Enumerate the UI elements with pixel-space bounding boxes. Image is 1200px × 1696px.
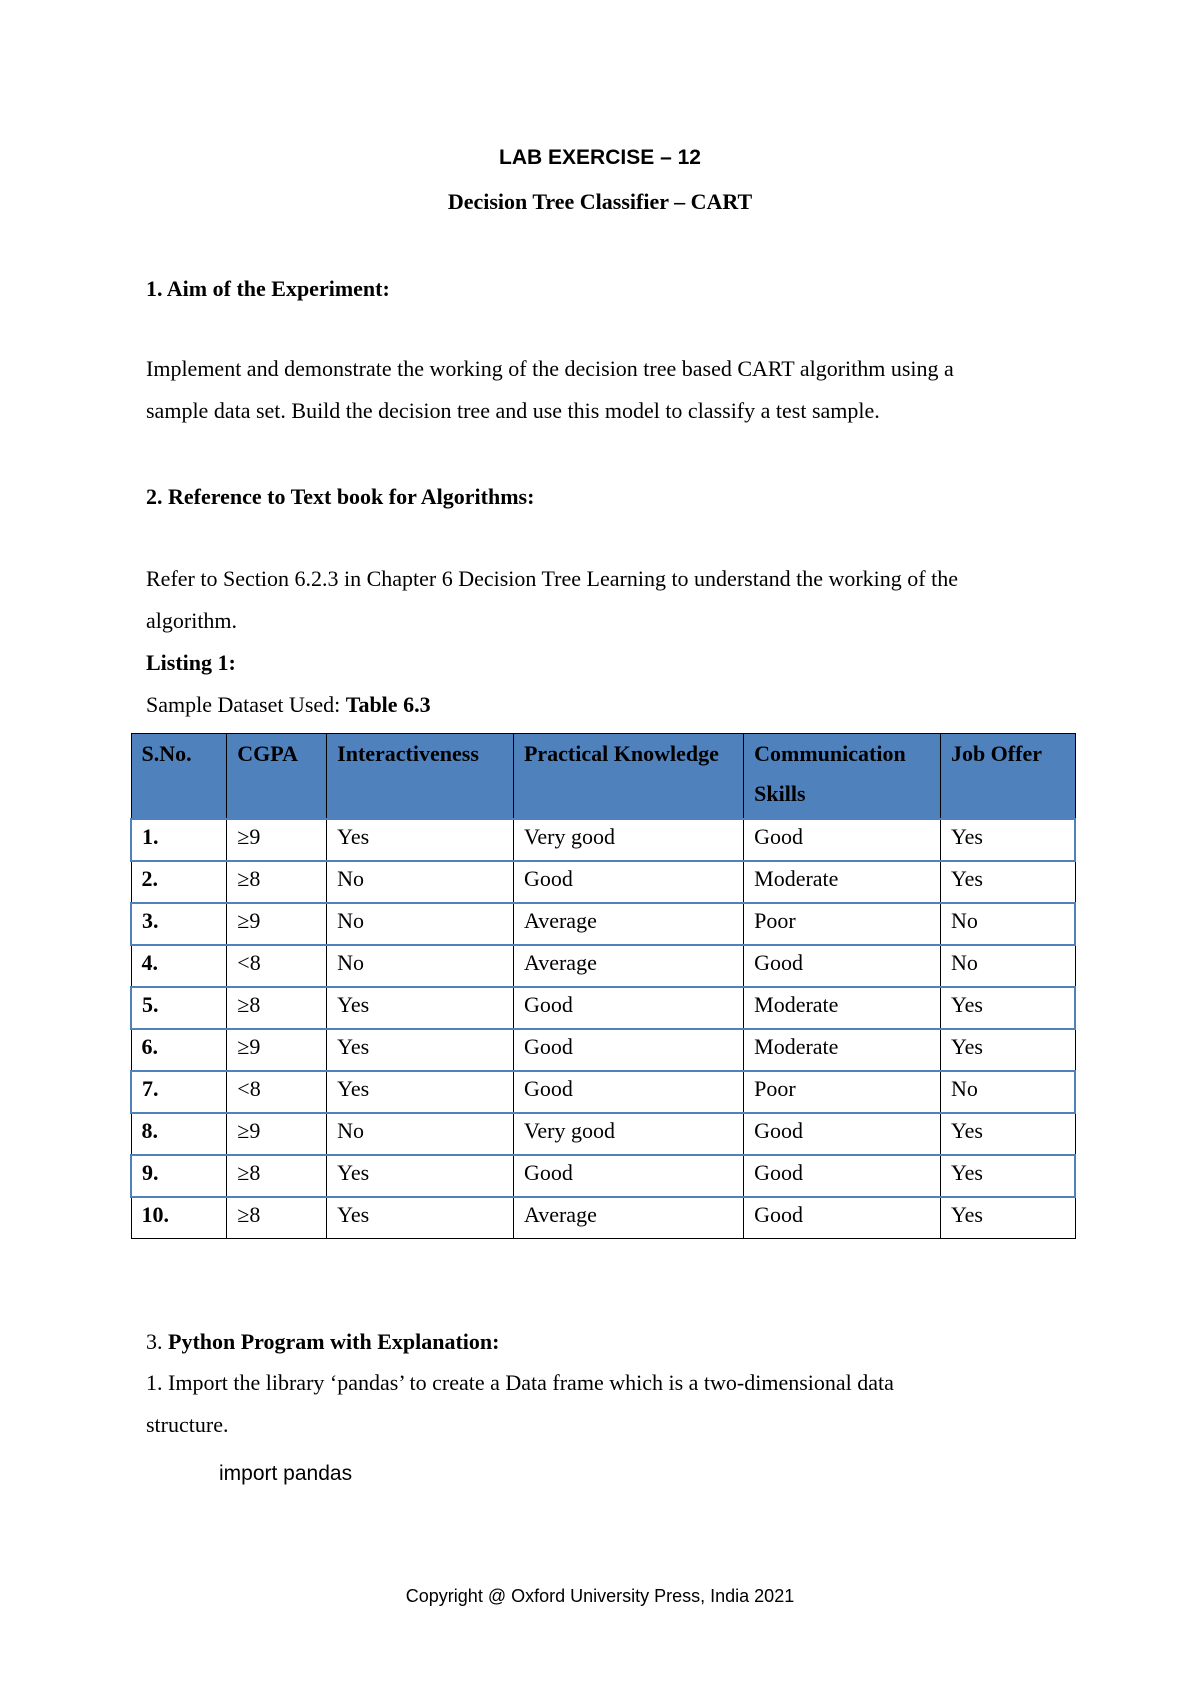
cell-cgpa: ≥9 xyxy=(227,819,327,861)
cell-practical-knowledge: Very good xyxy=(513,819,743,861)
cell-communication-skills: Moderate xyxy=(744,1029,941,1071)
cell-interactiveness: Yes xyxy=(327,819,514,861)
cell-sno: 3. xyxy=(131,903,227,945)
aim-heading: 1. Aim of the Experiment: xyxy=(146,276,390,301)
cell-job-offer: No xyxy=(940,1071,1075,1113)
cell-communication-skills: Moderate xyxy=(744,987,941,1029)
python-program-heading xyxy=(146,1329,499,1355)
cell-sno: 6. xyxy=(131,1029,227,1071)
cell-sno: 7. xyxy=(131,1071,227,1113)
cell-job-offer: Yes xyxy=(940,1155,1075,1197)
listing-label: Listing 1: xyxy=(146,650,236,675)
cell-practical-knowledge: Good xyxy=(513,861,743,903)
header-cgpa: CGPA xyxy=(227,734,327,820)
sample-dataset-table-ref: Table 6.3 xyxy=(345,692,431,717)
cell-sno: 9. xyxy=(131,1155,227,1197)
cell-job-offer: Yes xyxy=(940,861,1075,903)
cell-job-offer: Yes xyxy=(940,1197,1075,1239)
cell-sno: 1. xyxy=(131,819,227,861)
cell-cgpa: ≥8 xyxy=(227,1155,327,1197)
cell-interactiveness: No xyxy=(327,861,514,903)
sample-dataset-prefix: Sample Dataset Used: xyxy=(146,692,346,717)
cell-interactiveness: No xyxy=(327,945,514,987)
cell-practical-knowledge: Good xyxy=(513,1029,743,1071)
header-job-offer: Job Offer xyxy=(940,734,1075,820)
cell-job-offer: No xyxy=(940,903,1075,945)
lab-exercise-title: LAB EXERCISE – 12 xyxy=(499,146,701,169)
cell-cgpa: ≥8 xyxy=(227,861,327,903)
cell-communication-skills: Good xyxy=(744,1113,941,1155)
cell-cgpa: ≥8 xyxy=(227,1197,327,1239)
table-header-row xyxy=(131,734,1075,820)
table-row xyxy=(131,987,1075,1029)
cell-communication-skills: Good xyxy=(744,1197,941,1239)
cell-cgpa: <8 xyxy=(227,1071,327,1113)
cell-sno: 4. xyxy=(131,945,227,987)
header-sno: S.No. xyxy=(131,734,227,820)
cell-sno: 2. xyxy=(131,861,227,903)
cell-interactiveness: Yes xyxy=(327,987,514,1029)
cell-interactiveness: Yes xyxy=(327,1029,514,1071)
table-row xyxy=(131,1029,1075,1071)
cell-job-offer: Yes xyxy=(940,819,1075,861)
table-body xyxy=(131,819,1075,1239)
table-row xyxy=(131,1197,1075,1239)
table-row xyxy=(131,819,1075,861)
cell-communication-skills: Good xyxy=(744,1155,941,1197)
cell-practical-knowledge: Good xyxy=(513,1071,743,1113)
cell-sno: 8. xyxy=(131,1113,227,1155)
python-program-heading-text: Python Program with Explanation: xyxy=(168,1329,500,1354)
document-title: Decision Tree Classifier – CART xyxy=(447,189,753,214)
cell-job-offer: Yes xyxy=(940,1113,1075,1155)
cell-communication-skills: Good xyxy=(744,945,941,987)
cell-practical-knowledge: Very good xyxy=(513,1113,743,1155)
cell-practical-knowledge: Good xyxy=(513,987,743,1029)
table-row xyxy=(131,861,1075,903)
cell-job-offer: Yes xyxy=(940,987,1075,1029)
cell-cgpa: ≥9 xyxy=(227,1029,327,1071)
table-row xyxy=(131,903,1075,945)
cell-job-offer: Yes xyxy=(940,1029,1075,1071)
cell-sno: 10. xyxy=(131,1197,227,1239)
cell-practical-knowledge: Good xyxy=(513,1155,743,1197)
dataset-table xyxy=(130,733,1076,1239)
reference-text-line-1: Refer to Section 6.2.3 in Chapter 6 Decision Tree Learning to understand the working of the xyxy=(146,566,958,591)
cell-job-offer: No xyxy=(940,945,1075,987)
cell-interactiveness: No xyxy=(327,1113,514,1155)
table-row xyxy=(131,1113,1075,1155)
cell-communication-skills: Moderate xyxy=(744,861,941,903)
cell-interactiveness: Yes xyxy=(327,1197,514,1239)
aim-text-line-1: Implement and demonstrate the working of the decision tree based CART algorithm using a xyxy=(146,356,954,381)
header-interactiveness: Interactiveness xyxy=(327,734,514,820)
sample-dataset-label xyxy=(146,692,431,718)
table-row xyxy=(131,945,1075,987)
cell-practical-knowledge: Average xyxy=(513,945,743,987)
cell-cgpa: ≥9 xyxy=(227,903,327,945)
header-practical-knowledge: Practical Knowledge xyxy=(513,734,743,820)
python-step-line-2: structure. xyxy=(146,1412,229,1437)
cell-communication-skills: Poor xyxy=(744,1071,941,1113)
code-import-pandas: import pandas xyxy=(219,1462,353,1485)
cell-sno: 5. xyxy=(131,987,227,1029)
cell-interactiveness: No xyxy=(327,903,514,945)
reference-heading: 2. Reference to Text book for Algorithms: xyxy=(146,484,535,509)
cell-interactiveness: Yes xyxy=(327,1071,514,1113)
header-communication-skills: Communication Skills xyxy=(744,734,941,820)
copyright-footer: Copyright @ Oxford University Press, India 2021 xyxy=(405,1586,795,1606)
table-row xyxy=(131,1155,1075,1197)
aim-text-line-2: sample data set. Build the decision tree and use this model to classify a test sample. xyxy=(146,398,880,423)
table-row xyxy=(131,1071,1075,1113)
cell-cgpa: ≥8 xyxy=(227,987,327,1029)
cell-practical-knowledge: Average xyxy=(513,903,743,945)
python-program-heading-number: 3. xyxy=(146,1329,168,1354)
cell-practical-knowledge: Average xyxy=(513,1197,743,1239)
python-step-line-1: 1. Import the library ‘pandas’ to create a Data frame which is a two-dimensional data xyxy=(146,1370,894,1395)
reference-text-line-2: algorithm. xyxy=(146,608,238,633)
cell-cgpa: <8 xyxy=(227,945,327,987)
cell-communication-skills: Good xyxy=(744,819,941,861)
cell-communication-skills: Poor xyxy=(744,903,941,945)
cell-cgpa: ≥9 xyxy=(227,1113,327,1155)
cell-interactiveness: Yes xyxy=(327,1155,514,1197)
